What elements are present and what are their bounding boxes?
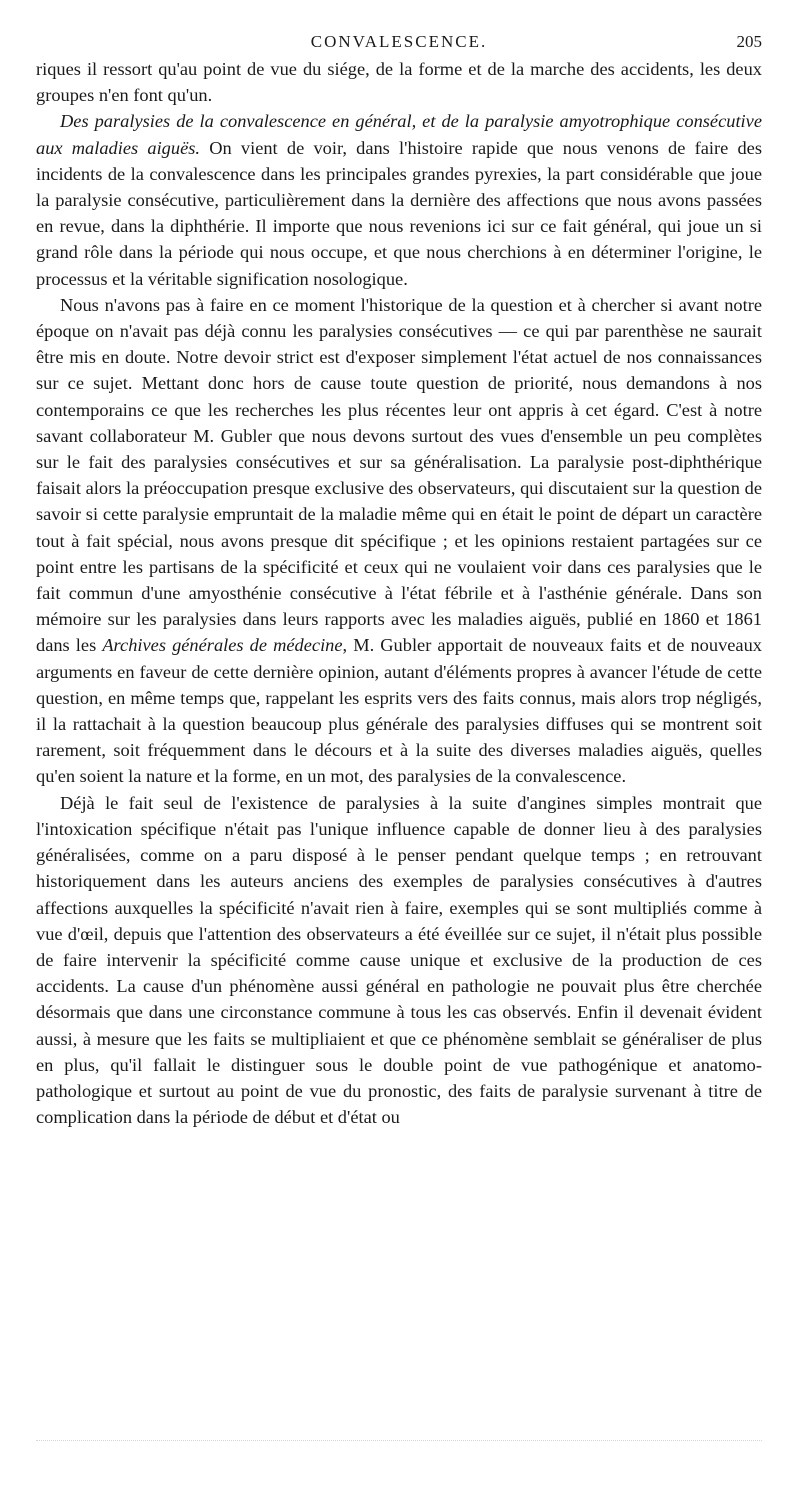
paragraph-text: On vient de voir, dans l'histoire rapide que nous venons de faire des incidents de la convalescence dans les principales grandes pyrexies, la part considérable que joue la paralysie consécutive, particulièrement dans la dernière des affections que nous avons passées en revue, dans la diphthérie. Il importe que nous revenions ici sur ce fait général, qui joue un si grand rôle dans la période qui nous occupe, et que nous cherchions à en déterminer l'origine, le processus et la véritable signification nosologique. <box>36 137 762 289</box>
paragraph <box>36 292 762 790</box>
running-head <box>36 28 762 56</box>
paragraph-text: Déjà le fait seul de l'existence de paralysies à la suite d'angines simples montrait que l'intoxication spécifique n'était pas l'unique influence capable de donner lieu à des paralysies généralisées, comme on a paru disposé à le penser pendant quelque temps ; en retrouvant historiquement dans les auteurs anciens des exemples de paralysies consécutives à d'autres affections auxquelles la spécificité n'avait rien à faire, exemples qui se sont multipliés comme à vue d'œil, depuis que l'attention des observateurs a été éveillée sur ce sujet, il n'était plus possible de faire intervenir la spécificité comme cause unique et exclusive de la production de ces accidents. La cause d'un phénomène aussi général en pathologie ne pouvait plus être cherchée désormais que dans une circonstance commune à tous les cas observés. Enfin il devenait évident aussi, à mesure que les faits se multipliaient et que ce phénomène semblait se généraliser de plus en plus, qu'il fallait le distinguer sous le double point de vue pathogénique et anatomo-pathologique et surtout au point de vue du pronostic, des faits de paralysie survenant à titre de complication dans la période de début et d'état ou <box>36 792 762 1128</box>
bottom-print-artifact <box>36 1440 762 1447</box>
section-heading-italic: Des paralysies de la convalescence en général, et de la paralysie amyotrophique consécutive aux maladies aiguës. <box>36 111 762 158</box>
paragraph-continuation <box>36 56 762 108</box>
paragraph-text: riques il ressort qu'au point de vue du siége, de la forme et de la marche des accidents, les deux groupes n'en font qu'un. <box>36 59 762 106</box>
page-number: 205 <box>736 32 762 51</box>
paragraph-text: , M. Gubler apportait de nouveaux faits et de nouveaux arguments en faveur de cette dernière opinion, autant d'éléments propres à avancer l'étude de cette question, en même temps que, rappelant les esprits vers des faits connus, mais alors trop négligés, il la rattachait à la question beaucoup plus générale des paralysies diffuses qui se montrent soit rarement, soit fréquemment dans le décours et à la suite des diverses maladies aiguës, quelles qu'en soient la nature et la forme, en un mot, des paralysies de la convalescence. <box>36 635 762 787</box>
running-head-title: CONVALESCENCE. <box>310 32 488 51</box>
body-text <box>36 56 762 1130</box>
paragraph-text: Nous n'avons pas à faire en ce moment l'historique de la question et à chercher si avant notre époque on n'avait pas déjà connu les paralysies consécutives — ce qui par parenthèse ne saurait être mis en doute. Notre devoir strict est d'exposer simplement l'état actuel de nos connaissances sur ce sujet. Mettant donc hors de cause toute question de priorité, nous demandons à nos contemporains ce que les recherches les plus récentes leur ont appris à cet égard. C'est à notre savant collaborateur M. Gubler que nous devons surtout des vues d'ensemble un peu complètes sur le fait des paralysies consécutives et sur sa généralisation. La paralysie post-diphthérique faisait alors la préoccupation presque exclusive des observateurs, qui discutaient sur la question de savoir si cette paralysie empruntait de la maladie même qui en était le point de départ un caractère tout à fait spécial, nous avons presque dit spécifique ; et les opinions restaient partagées sur ce point entre les partisans de la spécificité et ceux qui ne voulaient voir dans ces paralysies que le fait commun d'une amyosthénie consécutive à l'état fébrile et à l'asthénie générale. Dans son mémoire sur les paralysies dans leurs rapports avec les maladies aiguës, publié en 1860 et 1861 dans les <box>36 294 762 656</box>
paragraph-section-heading <box>36 108 762 291</box>
journal-title-italic: Archives générales de médecine <box>102 635 343 656</box>
paragraph <box>36 790 762 1131</box>
